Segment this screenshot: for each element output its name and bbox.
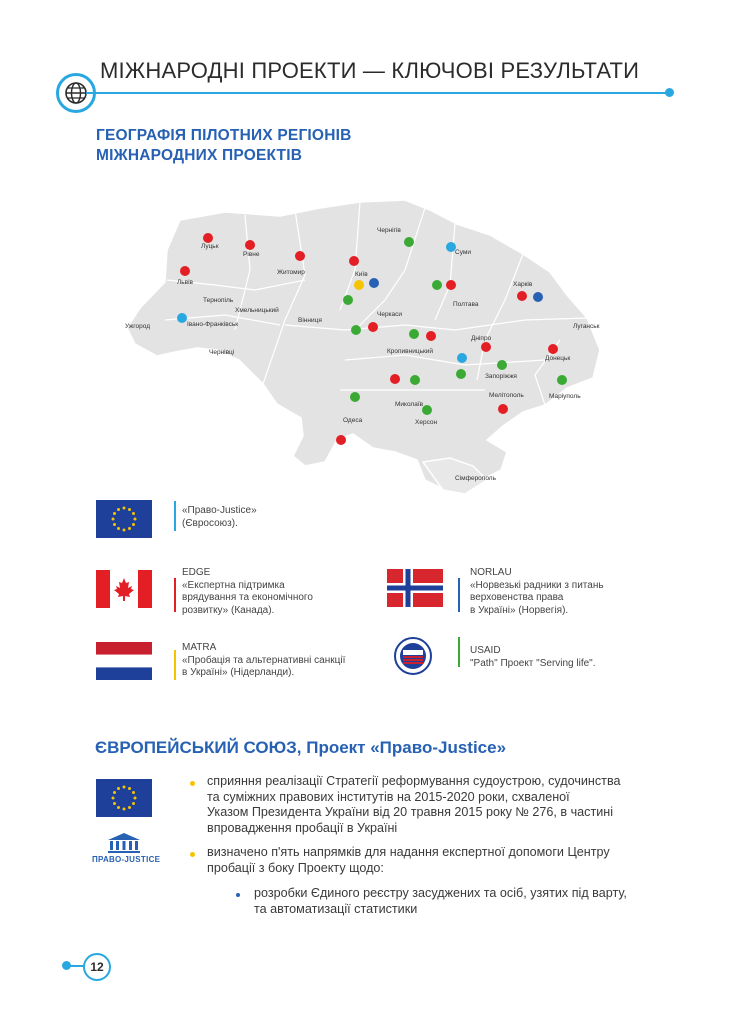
eu-star: [113, 791, 116, 794]
header-divider-dot: [665, 88, 674, 97]
pravo-justice-logo-label: ПРАВО-JUSTICE: [92, 855, 161, 864]
eu-star: [132, 512, 135, 515]
map-city-label: Луцьк: [201, 243, 219, 250]
bullet-item-1: [207, 774, 667, 836]
map-region-dot: [295, 251, 305, 261]
page-title: МІЖНАРОДНІ ПРОЕКТИ — КЛЮЧОВІ РЕЗУЛЬТАТИ: [100, 58, 640, 83]
map-city-label: Житомир: [277, 269, 305, 276]
eu-star: [134, 797, 137, 800]
legend-usaid-line1: "Path" Проект "Serving life".: [470, 657, 596, 669]
page-number: 12: [83, 953, 111, 981]
legend-norway-line1: «Норвезькі радники з питань: [470, 579, 604, 591]
eu-star: [128, 527, 131, 530]
map-region-dot: [369, 278, 379, 288]
subbullet-marker: [236, 893, 240, 897]
legend-eu-line1: «Право-Justice»: [182, 505, 257, 516]
eu-star: [123, 808, 126, 811]
map-city-label: Львів: [177, 279, 194, 286]
legend-canada-line2: врядування та економічного: [182, 592, 313, 603]
map-region-dot: [517, 291, 527, 301]
legend-norway-line3: в Україні» (Норвегія).: [470, 604, 569, 616]
eu-star: [132, 791, 135, 794]
bullet-1-line-1: сприяння реалізації Стратегії реформування судоустрою, судочинства: [207, 774, 621, 788]
map-region-dot: [390, 374, 400, 384]
bullet-1-line-4: впровадження пробації в Україні: [207, 820, 398, 835]
map-city-label: Одеса: [343, 417, 363, 424]
map-region-dot: [456, 369, 466, 379]
map-region-dot: [409, 329, 419, 339]
map-region-dot: [203, 233, 213, 243]
legend-canada-line1: «Експертна підтримка: [182, 579, 285, 591]
map-region-dot: [177, 313, 187, 323]
legend-text-norway: [464, 567, 670, 617]
header-divider: [86, 92, 670, 94]
map-city-label: Мелітополь: [489, 392, 524, 399]
legend-eu-line2: (Євросоюз).: [182, 517, 238, 529]
map-city-label: Черкаси: [377, 311, 403, 318]
eu-star: [123, 786, 126, 789]
map-region-dot: [350, 392, 360, 402]
map-city-label: Кропивницький: [387, 348, 434, 355]
map-region-dot: [533, 292, 543, 302]
eu-star: [117, 527, 120, 530]
map-region-dot: [180, 266, 190, 276]
map-city-label: Дніпро: [471, 335, 492, 342]
map-city-label: Луганськ: [573, 323, 600, 330]
bullet-item-2: [207, 845, 667, 876]
eu-star: [123, 529, 126, 532]
map-region-dot: [410, 375, 420, 385]
map-region-dot: [498, 404, 508, 414]
subbullet-1-line-1: розробки Єдиного реєстру засуджених та осіб, узятих під варту,: [254, 886, 627, 900]
eu-section-title: ЄВРОПЕЙСЬКИЙ СОЮЗ, Проект «Право-Justice»: [95, 738, 507, 757]
eu-star: [128, 806, 131, 809]
map-city-label: Ужгород: [125, 323, 150, 330]
eu-star: [128, 508, 131, 511]
legend-canada-line3: розвитку» (Канада).: [182, 604, 275, 616]
eu-star: [112, 518, 115, 521]
map-region-dot: [343, 295, 353, 305]
bullet-2-line-2: пробації з боку Проекту щодо:: [207, 860, 384, 875]
eu-star: [113, 512, 116, 515]
map-region-dot: [422, 405, 432, 415]
subbullet-item-1: [254, 886, 674, 917]
map-city-label: Миколаїв: [395, 401, 424, 408]
map-region-dot: [245, 240, 255, 250]
map-region-dot: [548, 344, 558, 354]
map-city-label: Київ: [355, 271, 368, 278]
eu-star: [117, 806, 120, 809]
map-city-label: Сімферополь: [455, 475, 496, 482]
legend-netherlands-name: MATRA: [182, 642, 217, 653]
netherlands-flag-icon: [96, 642, 152, 680]
legend-bar-norway: [458, 578, 460, 612]
legend-canada-name: EDGE: [182, 567, 211, 578]
eu-flag-icon: [96, 500, 152, 538]
bullet-2-line-1: визначено п'ять напрямків для надання експертної допомоги Центру: [207, 845, 610, 859]
map-region-dot: [457, 353, 467, 363]
map-section-title: [96, 126, 351, 166]
map-city-label: Чернівці: [209, 349, 235, 356]
eu-star: [134, 518, 137, 521]
map-region-dot: [432, 280, 442, 290]
map-city-label: Вінниця: [298, 317, 322, 324]
bullet-marker: [190, 852, 195, 857]
map-city-label: Донецьк: [545, 355, 571, 362]
map-city-label: Чернігів: [377, 227, 401, 234]
map-city-label: Суми: [455, 249, 471, 256]
map-region-dot: [497, 360, 507, 370]
map-region-dot: [481, 342, 491, 352]
pravo-justice-logo-icon: [106, 832, 142, 854]
legend-text-canada: [176, 567, 372, 617]
eu-star: [117, 508, 120, 511]
eu-star: [123, 507, 126, 510]
canada-flag-icon: [96, 570, 152, 608]
legend-netherlands-line2: в Україні» (Нідерланди).: [182, 667, 295, 678]
map-region-dot: [557, 375, 567, 385]
map-city-label: Маріуполь: [549, 393, 581, 400]
map-region-dot: [349, 256, 359, 266]
bullet-1-line-2: та суміжних правових інститутів на 2015-2020 роки, схваленої: [207, 789, 570, 804]
map-city-label: Івано-Франківськ: [187, 321, 239, 328]
map-region-dot: [336, 435, 346, 445]
norway-flag-icon: [387, 569, 443, 607]
eu-star: [117, 787, 120, 790]
legend-text-usaid: [464, 645, 670, 670]
map-title-line-2: МІЖНАРОДНИХ ПРОЕКТІВ: [96, 147, 303, 164]
bullet-marker: [190, 781, 195, 786]
page-number-line: [66, 965, 84, 967]
eu-star: [113, 523, 116, 526]
legend-norway-name: NORLAU: [470, 567, 512, 578]
map-city-label: Хмельницький: [235, 307, 279, 314]
map-city-label: Харків: [513, 281, 533, 288]
eu-star: [112, 797, 115, 800]
map-region-dot: [426, 331, 436, 341]
eu-star: [132, 523, 135, 526]
ukraine-map: [105, 190, 605, 510]
map-city-label: Запоріжжя: [485, 373, 517, 380]
legend-text-netherlands: [176, 642, 382, 680]
legend-netherlands-line1: «Пробація та альтернативні санкції: [182, 654, 346, 666]
usaid-logo: [393, 636, 433, 676]
map-city-label: Херсон: [415, 419, 438, 426]
eu-star: [113, 802, 116, 805]
map-city-label: Тернопіль: [203, 297, 234, 304]
legend-bar-usaid: [458, 637, 460, 667]
legend-usaid-name: USAID: [470, 645, 501, 656]
map-region-dot: [368, 322, 378, 332]
legend-norway-line2: верховенства права: [470, 592, 564, 603]
subbullet-1-line-2: та автоматизації статистики: [254, 901, 418, 916]
map-title-line-1: ГЕОГРАФІЯ ПІЛОТНИХ РЕГІОНІВ: [96, 127, 352, 144]
map-city-label: Рівне: [243, 251, 260, 258]
map-region-dot: [354, 280, 364, 290]
map-city-label: Полтава: [453, 301, 479, 308]
eu-flag-icon: [96, 779, 152, 817]
map-region-dot: [404, 237, 414, 247]
map-region-dot: [446, 280, 456, 290]
map-region-dot: [351, 325, 361, 335]
bullet-1-line-3: Указом Президента України від 20 травня 2015 року № 276, в частині: [207, 805, 614, 819]
legend-text-eu: [176, 505, 372, 530]
eu-star: [132, 802, 135, 805]
map-region-dot: [446, 242, 456, 252]
eu-star: [128, 787, 131, 790]
